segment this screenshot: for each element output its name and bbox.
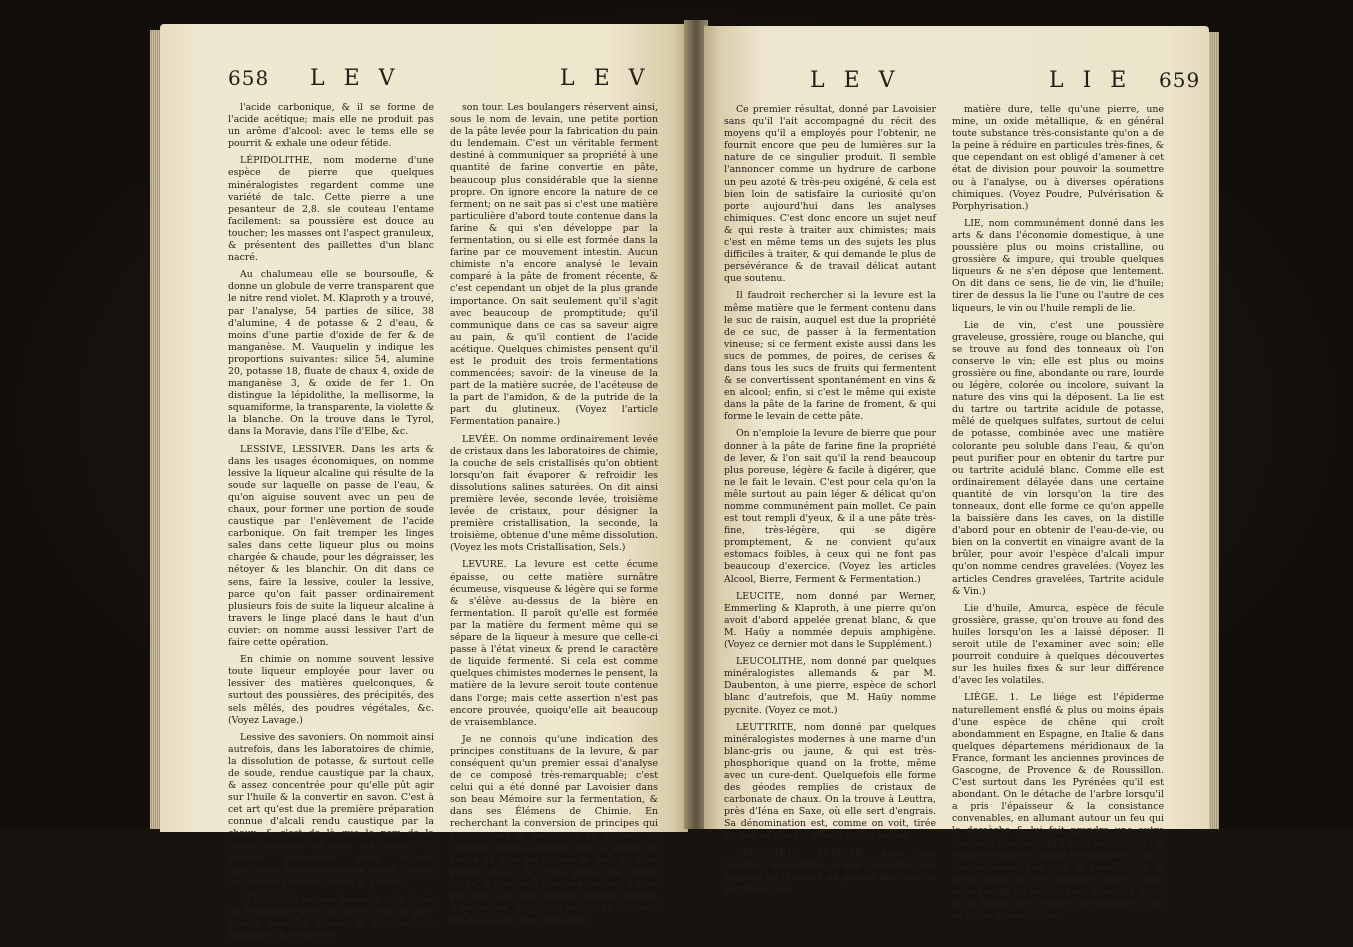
paragraph: Ce premier résultat, donné par Lavoisier sans qu'il l'ait accompagné du récit des moyens qu'il a employés pour l'obtenir, ne fournit encore que peu de lumières sur la nature de ce singulier produit. Il semble l'annoncer comme un hydrure de carbone un peu azoté & très-peu oxigéné, & cela est bien loin de satisfaire la curiosité qu'on porte aujourd'hui dans les analyses chimiques. C'est donc encore un sujet neuf & qui reste à traiter aux chimistes; mais c'est en même tems un des sujets les plus difficiles à traiter, & qui demande le plus de persévérance & de travail délicat autant que soutenu. [724,104,936,285]
running-head: L E V [560,66,651,91]
paragraph: LEUTTRITE, nom donné par quelques minéralogistes modernes à une marne d'un blanc-gris ou jaune, & qui est très-phosphorique quand on la frotte, même avec un cure-dent. Quelquefois elle forme des géodes remplies de cristaux de carbonate de chaux. On la trouve à Leuttra, près d'Iéna en Saxe, où elle sert d'engrais. Sa dénomination est, comme on voit, tirée du lieu où elle est offerte par la nature. [724,721,936,842]
paragraph: LEVÉE. On nomme ordinairement levée de cristaux dans les laboratoires de chimie, la couche de sels cristallisés qu'on obtient lorsqu'on fait évaporer & refroidir les dissolutions salines saturées. On dit ainsi première levée, seconde levée, troisième levée de cristaux, pour désigner la première cristallisation, la seconde, la troisième, obtenue d'une même dissolution. (Voyez les mots Cristallisation, Sels.) [450,433,658,554]
text-column-left [228,102,434,947]
paragraph: Lessive des savoniers. On nommoit ainsi autrefois, dans les laboratoires de chimie, la dissolution de potasse, & surtout celle de soude, rendue caustique par la chaux, & assez concentrée pour qu'elle pût agir sur l'huile & la convertir en savon. C'est à cet art qu'est due la première préparation connue d'alcali rendu caustique par la chaux, & c'est de là que le nom de la lessive alcaline lui avoit été donné. On nomme aujourd'hui cette liqueur dissolution de potasse ou de soude. (Voyez les articles Potasse, Soude & Savon.) [228,731,434,888]
left-page [160,24,688,942]
paragraph: LEVURE. La levure est cette écume épaisse, ou cette matière surnâtre écumeuse, visqueuse & légère qui se forme & s'élève au-dessus de la bière en fermentation. Il paroît qu'elle est formée par la matière du ferment même qui se sépare de la liqueur à mesure que celle-ci passe à l'état vineux & prend le caractère de liquide fermenté. Si cela est comme quelques chimistes modernes le pensent, la matière de la levure seroit toute contenue dans l'orge; mais cette assertion n'est pas encore prouvée, quoiqu'elle ait beaucoup de vraisemblance. [450,559,658,728]
page-number: 659 [1159,68,1201,92]
text-column-left [724,104,936,901]
paragraph: Lie d'huile, Amurca, espèce de fécule grossière, grasse, qu'on trouve au fond des huiles lorsqu'on les a laissé déposer. Il seroit utile de l'examiner avec soin; elle pourroit conduire à quelques découvertes sur les huiles fixes & sur leur différence d'avec les volatiles. [952,602,1164,687]
paragraph: LESSIVE, LESSIVER. Dans les arts & dans les usages économiques, on nomme lessive la liqueur alcaline qui résulte de la soude sur laquelle on passe de l'eau, & qu'on aiguise souvent avec un peu de chaux, pour former une portion de soude caustique par l'enlèvement de l'acide carbonique. On fait tremper les linges sales dans cette liqueur plus ou moins chargée & chaude, pour les dégraisser, les nétoyer & les blanchir. On dit dans ce sens, faire la lessive, couler la lessive, parce qu'on fait passer ordinairement plusieurs fois de suite la liqueur alcaline à travers le linge placé dans le haut d'un cuvier: on nomme aussi lessiver l'art de faire cette opération. [228,443,434,649]
paragraph: LIE, nom communément donné dans les arts & dans l'économie domestique, à une poussière plus ou moins cristalline, ou grossière & impure, qui trouble quelques liqueurs & ne s'en dépose que lentement. On dit dans ce sens, lie de vin, lie d'huile; tirer de dessus la lie l'une ou l'autre de ces liqueurs, le vin ou l'huile rempli de lie. [952,217,1164,314]
paragraph: LEUCITE, nom donné par Werner, Emmerling & Klaproth, à une pierre qu'on avoit d'abord appelée grenat blanc, & que M. Haüy a nommée depuis amphigène. (Voyez ce dernier mot dans le Supplément.) [724,590,936,651]
paragraph: Lie de vin, c'est une poussière graveleuse, grossière, rouge ou blanche, qui se trouve au fond des tonneaux où l'on conserve le vin; elle est plus ou moins grossière ou fine, abondante ou rare, lourde ou légère, colorée ou incolore, suivant la nature des vins qui la déposent. La lie est du tartre ou tartrite acidule de potasse, mêlé de quelques sulfates, surtout de celui de potasse, combinée avec une matière colorante peu soluble dans l'eau, & qu'on peut purifier pour en obtenir du tartre pur ou tartrite acidulé blanc. Comme elle est ordinairement délayée dans une certaine quantité de vin lorsqu'on la tire des tonneaux, dont elle forme ce qu'on appelle la baissière dans les caves, on la distille d'abord pour en obtenir de l'eau-de-vie, ou bien on la convertit en vinaigre avant de la brûler, pour avoir l'espèce d'alcali impur qu'on nomme cendres gravelées. (Voyez les articles Cendres gravelées, Tartrite acidule & Vin.) [952,319,1164,597]
paragraph: LÉVIGATION, LÉVIGER, nom peu employé aujourd'hui, d'une opération par laquelle on réduisoit en poudre fine, sur un porphyre, une [724,847,936,895]
page-number: 658 [228,66,270,90]
paragraph: l'acide carbonique, & il se forme de l'acide acétique; mais elle ne produit pas un arôme d'alcool: avec le tems elle se pourrit & exhale une odeur fétide. [228,102,434,150]
paragraph: Il faudroit rechercher si la levure est la même matière que le ferment contenu dans le suc de raisin, auquel est due la propriété de ce suc, de passer à la fermentation vineuse; si ce ferment existe aussi dans les sucs de pommes, de poires, de cerises & dans tous les sucs de fruits qui fermentent & se convertissent spontanément en vins & en alcool; enfin, si c'est le même qui existe dans la pâte de la farine de froment, & qui forme le levain de cette pâte. [724,290,936,423]
text-column-right [952,104,1164,927]
running-head: L I E [1049,68,1133,93]
text-column-right [450,102,658,932]
paragraph: LEVAIN. On nomme levain la pâte levée ou fermentée que l'on mêle avec la pâte fraîche pour lui donner la propriété de fermenter & de lever à [228,893,434,942]
paragraph: LIÈGE. 1. Le liége est l'épiderme naturellement ensflé & plus ou moins épais d'une espèce de chêne qui croît abondamment en Espagne, en Italie & dans quelques départemens méridionaux de la France, formant les anciennes provinces de Gascogne, de Provence & de Roussillon. C'est surtout dans les Pyrénées qu'il est abondant. On le détache de l'arbre lorsqu'il a pris l'épaisseur & la consistance convenables, en allumant autour un feu qui le dessèche & lui fait prendre une autre courbure que celle qu'il avoit sur l'arbre. On l'enlève aussi en faisant des incisions. On le trempe dans l'eau pour le ramollir; on le sèche après sur des charbons ardens, enfin on le charge de pierres pour le rendre droit, & en former des espèces de planche; c'est ce qu'on nomme liége- [952,692,1164,922]
right-page-header [704,68,1209,98]
paragraph: LÉPIDOLITHE, nom moderne d'une espèce de pierre que quelques minéralogistes regardent comme une variété de talc. Cette pierre a une pesanteur de 2,8. sle couteau l'entame facilement: sa poussière est douce au toucher; les masses ont l'aspect granuleux, & présentent des paillettes d'un blanc nacré. [228,155,434,264]
running-head: L E V [310,66,401,91]
paragraph: LEUCOLITHE, nom donné par quelques minéralogistes allemands & par M. Daubenton, à une pierre, espèce de schorl blanc d'autrefois, que M. Haüy nomme pycnite. (Voyez ce mot.) [724,656,936,716]
paragraph: Au chalumeau elle se boursoufle, & donne un globule de verre transparent que le nitre rend violet. M. Klaproth y a trouvé, par l'analyse, 54 parties de silice, 38 d'alumine, 4 de potasse & 2 d'eau, & moins d'une partie d'oxide de fer & de manganèse. M. Vauquelin y indique les proportions suivantes: silice 54, alumine 20, potasse 18, fluate de chaux 4, oxide de manganèse 3, & oxide de fer 1. On distingue la lépidolithe, la mellisorme, la squamiforme, la transparente, la violette & la blanche. On la trouve dans le Tyrol, dans la Moravie, dans l'île d'Elbe, &c. [228,269,434,438]
paragraph: On n'emploie la levure de bierre que pour donner à la pâte de farine fine la propriété de lever, & l'on sait qu'il la rend beaucoup plus poreuse, légère & facile à digérer, que ne le fait le levain. C'est pour cela qu'on la mêle surtout au pain léger & délicat qu'on nomme communément pain mollet. Ce pain est tout rempli d'yeux, & il a une pâte très-fine, très-légère, qui se digère promptement, & ne convient qu'aux estomacs foibles, à ceux qui ne font pas beaucoup d'exercice. (Voyez les articles Alcool, Bierre, Ferment & Fermentation.) [724,428,936,585]
paragraph: En chimie on nomme souvent lessive toute liqueur employée pour laver ou lessiver des matières quelconques, & surtout des poussières, des précipités, des sels mêlés, des poudres végétales, &c. (Voyez Lavage.) [228,654,434,726]
running-head: L E V [810,68,901,93]
right-page [704,26,1209,922]
paragraph: matière dure, telle qu'une pierre, une mine, un oxide métallique, & en général toute substance très-consistante qu'on a de la peine à réduire en particules très-fines, & que cependant on est obligé d'amener à cet état de division pour pouvoir la soumettre ou à l'analyse, ou à diverses opérations chimiques. (Voyez Poudre, Pulvérisation & Porphyrisation.) [952,104,1164,212]
left-page-header [160,66,688,96]
paragraph: Je ne connois qu'une indication des principes constituans de la levure, & par conséquent qu'un premier essai d'analyse de ce composé très-remarquable; c'est celui qui a été donné par Lavoisier dans son beau Mémoire sur la fermentation, & dans ses Élémens de Chimie. En recherchant la conversion de principes qui a lieu dans la formation de l'alcool, ce chimiste habile annonce que la levure de bierre en pâte est formée de près de trois parties d'eau & d'une partie de levure sèche, & que cette dernière contient à très-peu près sur cent parties soixante parties d'hydrogène, vingt-huit parties de carbone, dix d'azote & deux d'oxigène. [450,733,658,927]
paragraph: son tour. Les boulangers réservent ainsi, sous le nom de levain, une petite portion de la pâte levée pour la fabrication du pain du lendemain. C'est un véritable ferment destiné à communiquer sa propriété à une quantité de farine convertie en pâte, beaucoup plus considérable que la sienne propre. On ignore encore la nature de ce ferment; on ne sait pas si c'est une matière particulière d'abord toute contenue dans la farine & qui s'en développe par la fermentation, ou si elle est formée dans la farine par ce mouvement intestin. Aucun chimiste n'a encore analysé le levain comparé à la pâte de froment récente, & c'est cependant un objet de la plus grande importance. On sait seulement qu'il s'agit avec beaucoup de promptitude; qu'il communique dans ce cas sa saveur aigre au pain, & qu'il contient de l'acide acétique. Quelques chimistes pensent qu'il est le produit des trois fermentations commencées; savoir: de la vineuse de la part de la matière sucrée, de l'acéteuse de la part de l'amidon, & de la putride de la part du glutineux. (Voyez l'article Fermentation panaire.) [450,102,658,428]
